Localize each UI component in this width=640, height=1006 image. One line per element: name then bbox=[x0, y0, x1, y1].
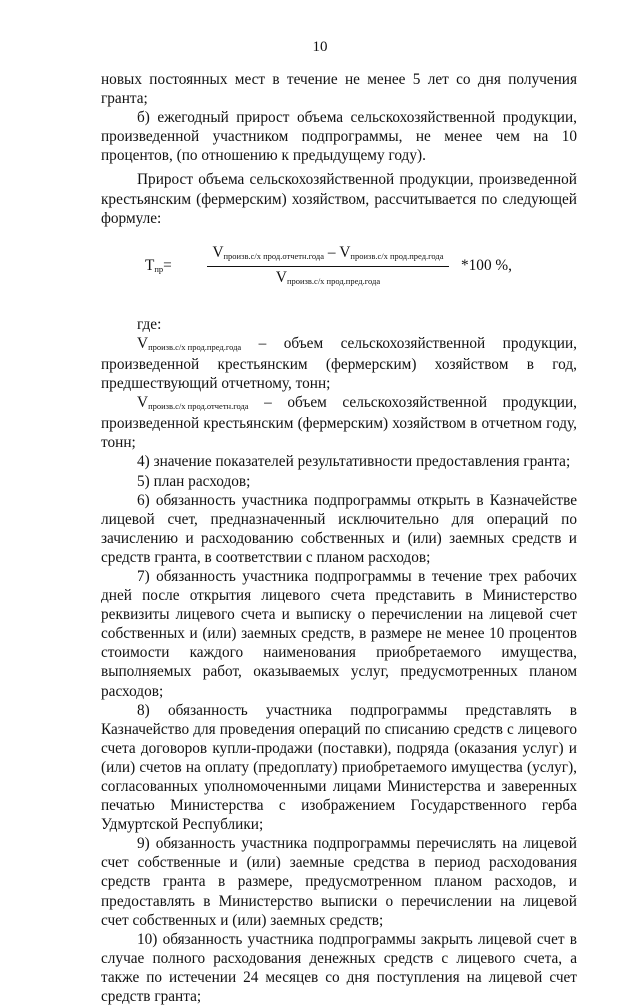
formula-den-v: V bbox=[275, 268, 287, 286]
definition-1-first-line bbox=[101, 334, 577, 355]
definition-2-symbol bbox=[137, 393, 249, 414]
list-item-8: 8) обязанность участника подпрограммы представлять в Казначейство для проведения операций по списанию средств с лицевого счета договоров купли-продажи (поставки), подряда (оказания услуг) и (или) счетов на оплату (предоплату) приобретаемого имущества (услуг), согласованных уполномоченными лицами Министерства и заверенных печатью Министерства с изображением Государственного герба Удмуртской Республики; bbox=[101, 701, 577, 834]
definition-2-sub: произв.с/х прод.отчетн.года bbox=[148, 401, 249, 412]
definition-2-word-1: объем bbox=[287, 394, 327, 412]
definition-2-first-line bbox=[101, 393, 577, 414]
formula-minus: – bbox=[324, 243, 340, 261]
definition-2-dash: – bbox=[264, 394, 272, 412]
definition-2-v: V bbox=[137, 394, 149, 412]
document-body bbox=[101, 70, 577, 1006]
list-item-5: 5) план расходов; bbox=[137, 472, 251, 490]
formula-lhs-sub: пр bbox=[154, 263, 164, 274]
paragraph-b: б) ежегодный прирост объема сельскохозяйственной продукции, произведенной участником подпрограммы, не менее чем на 10 процентов, (по отношению к предыдущему году). bbox=[101, 109, 577, 165]
definition-1-dash: – bbox=[258, 334, 267, 352]
definition-1-word-2: сельскохозяйственной bbox=[340, 334, 486, 352]
definition-1-rest: произведенной крестьянским (фермерским) хозяйством в год, предшествующий отчетному, тонн; bbox=[101, 355, 577, 393]
definition-2-word-3: продукции, bbox=[502, 394, 577, 412]
formula-num-v2: V bbox=[339, 243, 351, 261]
definition-1-word-1: объем bbox=[283, 334, 324, 352]
formula-denominator bbox=[207, 267, 449, 289]
definition-1-v: V bbox=[137, 334, 149, 352]
formula-num-v1: V bbox=[212, 243, 224, 261]
definition-2-word-2: сельскохозяйственной bbox=[342, 394, 488, 412]
list-item-6: 6) обязанность участника подпрограммы открыть в Казначействе лицевой счет, предназначенный исключительно для операций по зачислению и расходованию собственных и (или) заемных средств и средств гранта, в соответствии с планом расходов; bbox=[101, 491, 577, 566]
formula-den-v-sub: произв.с/х прод.пред.года bbox=[286, 275, 381, 286]
definition-1-sub: произв.с/х прод.пред.года bbox=[148, 341, 242, 352]
growth-formula bbox=[101, 243, 577, 287]
list-item-4: 4) значение показателей результативности предоставления гранта; bbox=[137, 453, 571, 471]
list-item-7: 7) обязанность участника подпрограммы в течение трех рабочих дней после открытия лицевого счета представить в Министерство реквизиты лицевого счета и выписку о перечислении на лицевой счет собственных и (или) заемных средств, в размере не менее 10 процентов стоимости каждого наименования приобретаемого имущества, выполняемых работ, оказываемых услуг, предусмотренных планом расходов; bbox=[101, 567, 577, 700]
definition-1-symbol bbox=[137, 334, 241, 355]
definition-1-word-3: продукции, bbox=[502, 334, 577, 352]
formula-num-v1-sub: произв.с/х прод.отчетн.года bbox=[223, 250, 325, 261]
formula-num-v2-sub: произв.с/х прод.пред.года bbox=[350, 250, 444, 261]
list-item-10: 10) обязанность участника подпрограммы закрыть лицевой счет в случае полного расходования денежных средств с лицевого счета, а также по истечении 24 месяцев со дня поступления на лицевой счет средств гранта; bbox=[101, 930, 577, 1006]
definition-2-rest: произведенной крестьянским (фермерским) хозяйством в отчетном году, тонн; bbox=[101, 415, 577, 452]
formula-lhs bbox=[145, 256, 172, 277]
formula-fraction bbox=[207, 243, 449, 289]
formula-equals: = bbox=[163, 256, 172, 274]
list-item-9: 9) обязанность участника подпрограммы перечислять на лицевой счет собственные и (или) заемные средства в период расходования средств гранта в размере, предусмотренном планом расходов, и предоставлять в Министерство выписки о перечислении на лицевой счет собственных и (или) заемных средств; bbox=[101, 835, 577, 929]
paragraph-growth: Прирост объема сельскохозяйственной продукции, произведенной крестьянским (фермерским) хозяйством, рассчитывается по следующей формуле: bbox=[101, 171, 577, 227]
paragraph-intro-end: новых постоянных мест в течение не менее 5 лет со дня получения гранта; bbox=[101, 71, 577, 108]
formula-numerator bbox=[207, 243, 449, 267]
page-number: 10 bbox=[312, 39, 328, 55]
where-label: где: bbox=[137, 315, 162, 333]
formula-lhs-symbol: Т bbox=[145, 256, 155, 274]
formula-rhs: *100 %, bbox=[461, 256, 512, 274]
